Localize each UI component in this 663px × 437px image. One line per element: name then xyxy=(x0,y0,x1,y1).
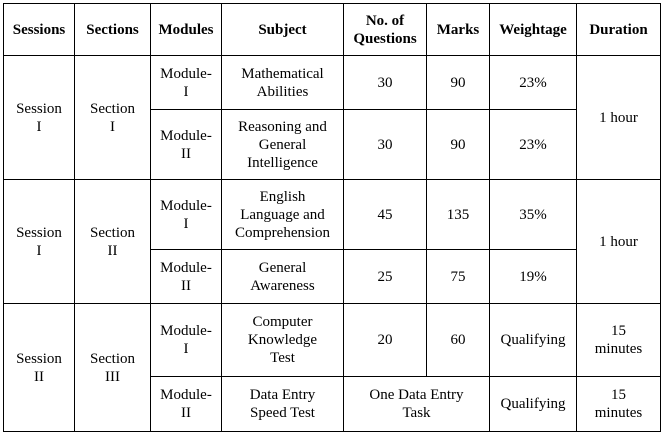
questions-cell: 30 xyxy=(344,110,427,180)
header-weightage: Weightage xyxy=(490,4,577,56)
marks-cell: 75 xyxy=(427,250,490,304)
module-cell: Module- I xyxy=(151,304,222,377)
weightage-cell: 35% xyxy=(490,180,577,250)
subject-cell: Mathematical Abilities xyxy=(222,56,344,110)
questions-cell: 20 xyxy=(344,304,427,377)
module-cell: Module- I xyxy=(151,180,222,250)
section-cell: Section I xyxy=(75,56,151,180)
header-questions: No. of Questions xyxy=(344,4,427,56)
weightage-cell: 19% xyxy=(490,250,577,304)
header-row xyxy=(4,4,661,56)
header-sections: Sections xyxy=(75,4,151,56)
header-sessions: Sessions xyxy=(4,4,75,56)
duration-cell: 15 minutes xyxy=(577,377,661,432)
section-cell: Section II xyxy=(75,180,151,304)
table-row xyxy=(4,304,661,377)
header-duration: Duration xyxy=(577,4,661,56)
weightage-cell: 23% xyxy=(490,56,577,110)
questions-cell: 25 xyxy=(344,250,427,304)
duration-cell: 1 hour xyxy=(577,56,661,180)
subject-cell: Data Entry Speed Test xyxy=(222,377,344,432)
marks-cell: 135 xyxy=(427,180,490,250)
weightage-cell: Qualifying xyxy=(490,304,577,377)
questions-cell: 45 xyxy=(344,180,427,250)
weightage-cell: Qualifying xyxy=(490,377,577,432)
header-modules: Modules xyxy=(151,4,222,56)
marks-cell: 90 xyxy=(427,56,490,110)
header-marks: Marks xyxy=(427,4,490,56)
session-cell: Session II xyxy=(4,304,75,432)
session-cell: Session I xyxy=(4,56,75,180)
header-subject: Subject xyxy=(222,4,344,56)
session-cell: Session I xyxy=(4,180,75,304)
subject-cell: Computer Knowledge Test xyxy=(222,304,344,377)
subject-cell: Reasoning and General Intelligence xyxy=(222,110,344,180)
table-row xyxy=(4,180,661,250)
questions-cell: 30 xyxy=(344,56,427,110)
module-cell: Module- I xyxy=(151,56,222,110)
table-row xyxy=(4,56,661,110)
weightage-cell: 23% xyxy=(490,110,577,180)
module-cell: Module- II xyxy=(151,250,222,304)
section-cell: Section III xyxy=(75,304,151,432)
module-cell: Module- II xyxy=(151,110,222,180)
duration-cell: 1 hour xyxy=(577,180,661,304)
marks-cell: 90 xyxy=(427,110,490,180)
subject-cell: General Awareness xyxy=(222,250,344,304)
subject-cell: English Language and Comprehension xyxy=(222,180,344,250)
task-cell: One Data Entry Task xyxy=(344,377,490,432)
marks-cell: 60 xyxy=(427,304,490,377)
exam-pattern-table xyxy=(3,3,661,432)
module-cell: Module- II xyxy=(151,377,222,432)
duration-cell: 15 minutes xyxy=(577,304,661,377)
